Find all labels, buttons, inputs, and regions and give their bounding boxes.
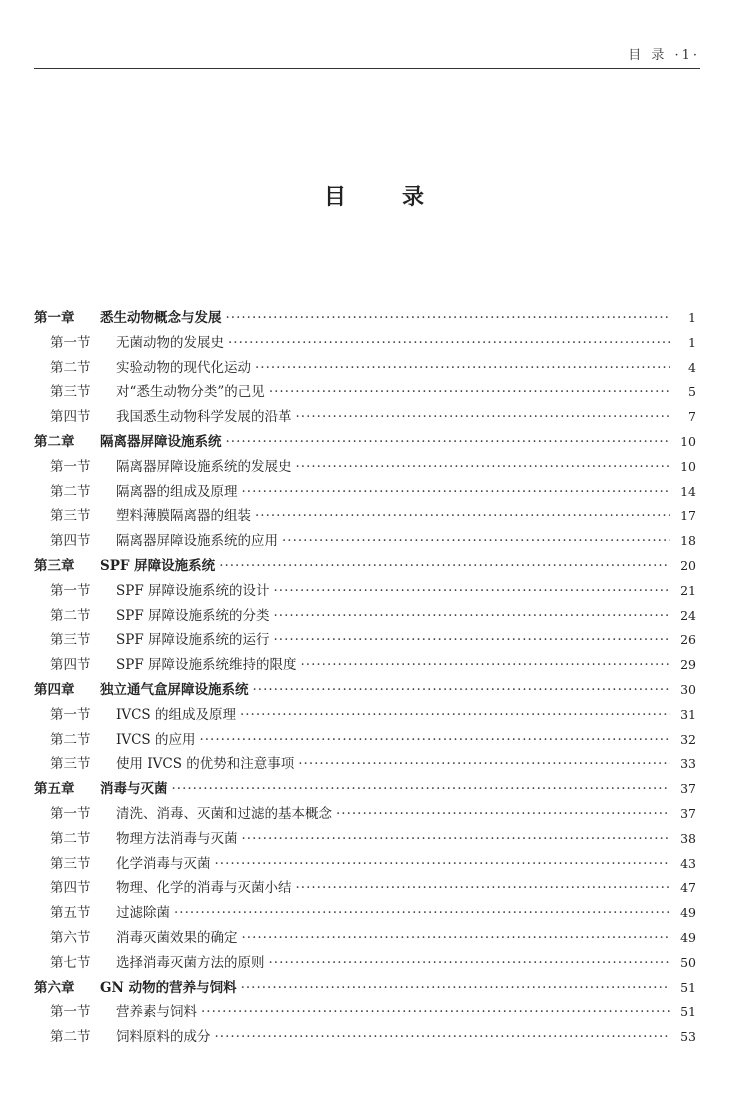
- toc-section-entry: [34, 1000, 696, 1025]
- toc-entry-page: 20: [680, 557, 696, 573]
- toc-entry-title: 隔离器屏障设施系统的应用: [116, 533, 278, 550]
- toc-entry-page: 10: [680, 433, 696, 449]
- toc-entry-label: 第二节: [50, 607, 91, 624]
- toc-entry-label: 第七节: [50, 954, 91, 971]
- toc-entry-title: 物理、化学的消毒与灭菌小结: [116, 880, 292, 897]
- header-text: 目 录 ·1·: [628, 48, 700, 63]
- toc-entry-label: 第四节: [50, 533, 91, 550]
- toc-section-entry: [34, 951, 696, 976]
- toc-leader-dots: [215, 1029, 671, 1045]
- toc-entry-label: 第一章: [34, 310, 75, 326]
- toc-entry-title: 塑料薄膜隔离器的组装: [116, 508, 251, 525]
- toc-entry-label: 第三节: [50, 756, 91, 773]
- toc-leader-dots: [226, 310, 671, 326]
- toc-chapter-entry: [34, 554, 696, 579]
- toc-entry-label: 第四节: [50, 880, 91, 897]
- table-of-contents: [34, 306, 696, 1050]
- toc-entry-label: 第二节: [50, 1029, 91, 1046]
- toc-leader-dots: [201, 1004, 670, 1020]
- page-title: 目录: [323, 184, 480, 210]
- toc-entry-title: 清洗、消毒、灭菌和过滤的基本概念: [116, 805, 332, 822]
- toc-entry-title: SPF 屏障设施系统的运行: [116, 632, 270, 649]
- toc-section-entry: [34, 802, 696, 827]
- toc-section-entry: [34, 480, 696, 505]
- toc-entry-title: 对“悉生动物分类”的己见: [116, 384, 265, 401]
- toc-section-entry: [34, 728, 696, 753]
- toc-entry-label: 第二节: [50, 359, 91, 376]
- toc-leader-dots: [298, 756, 670, 772]
- toc-entry-title: 消毒与灭菌: [100, 781, 168, 798]
- toc-entry-title: 实验动物的现代化运动: [116, 359, 251, 376]
- toc-entry-title: 使用 IVCS 的优势和注意事项: [116, 756, 295, 773]
- toc-leader-dots: [242, 930, 671, 946]
- toc-entry-label: 第四章: [34, 681, 75, 698]
- toc-entry-page: 5: [688, 384, 696, 400]
- toc-entry-page: 31: [680, 706, 696, 722]
- toc-entry-title: 隔离器的组成及原理: [116, 483, 238, 500]
- toc-entry-title: 悉生动物概念与发展: [100, 310, 222, 326]
- toc-entry-title: 选择消毒灭菌方法的原则: [116, 954, 265, 971]
- toc-chapter-entry: [34, 777, 696, 802]
- toc-section-entry: [34, 604, 696, 629]
- toc-section-entry: [34, 901, 696, 926]
- toc-entry-title: 隔离器屏障设施系统: [100, 433, 222, 450]
- toc-entry-label: 第三章: [34, 557, 75, 574]
- toc-entry-page: 7: [688, 409, 696, 425]
- toc-leader-dots: [172, 781, 671, 797]
- toc-section-entry: [34, 703, 696, 728]
- toc-entry-title: 隔离器屏障设施系统的发展史: [116, 458, 292, 475]
- toc-leader-dots: [274, 608, 671, 624]
- toc-entry-page: 1: [688, 310, 696, 325]
- toc-entry-title: 营养素与饲料: [116, 1004, 197, 1021]
- toc-entry-label: 第四节: [50, 657, 91, 674]
- toc-entry-page: 17: [680, 508, 696, 524]
- toc-leader-dots: [219, 558, 670, 574]
- toc-chapter-entry: [34, 976, 696, 1001]
- toc-section-entry: [34, 331, 696, 356]
- toc-entry-page: 33: [680, 756, 696, 772]
- toc-section-entry: [34, 752, 696, 777]
- toc-entry-page: 30: [680, 681, 696, 697]
- toc-entry-label: 第一节: [50, 1004, 91, 1021]
- toc-entry-page: 32: [680, 731, 696, 747]
- toc-entry-title: GN 动物的营养与饲料: [100, 979, 237, 996]
- toc-entry-page: 18: [680, 533, 696, 549]
- toc-entry-page: 38: [680, 830, 696, 846]
- toc-chapter-entry: [34, 430, 696, 455]
- toc-entry-page: 50: [680, 954, 696, 970]
- toc-entry-label: 第一节: [50, 458, 91, 475]
- toc-section-entry: [34, 529, 696, 554]
- toc-entry-title: SPF 屏障设施系统维持的限度: [116, 657, 297, 674]
- toc-entry-title: 无菌动物的发展史: [116, 334, 224, 351]
- running-header: [34, 38, 700, 69]
- toc-section-entry: [34, 653, 696, 678]
- toc-entry-label: 第三节: [50, 855, 91, 872]
- toc-leader-dots: [228, 335, 670, 351]
- toc-entry-label: 第三节: [50, 632, 91, 649]
- toc-chapter-entry: [34, 678, 696, 703]
- toc-leader-dots: [282, 533, 670, 549]
- toc-leader-dots: [269, 955, 671, 971]
- toc-section-entry: [34, 504, 696, 529]
- toc-leader-dots: [199, 732, 670, 748]
- toc-entry-title: 消毒灭菌效果的确定: [116, 929, 238, 946]
- toc-entry-page: 10: [680, 458, 696, 474]
- toc-entry-label: 第二章: [34, 433, 75, 450]
- toc-entry-title: IVCS 的应用: [116, 731, 196, 748]
- toc-entry-label: 第二节: [50, 483, 91, 500]
- toc-leader-dots: [215, 856, 671, 872]
- toc-entry-label: 第六章: [34, 979, 75, 996]
- toc-entry-page: 47: [680, 880, 696, 896]
- toc-entry-page: 37: [680, 805, 696, 821]
- toc-section-entry: [34, 827, 696, 852]
- toc-entry-title: 我国悉生动物科学发展的沿革: [116, 409, 292, 426]
- toc-section-entry: [34, 455, 696, 480]
- toc-section-entry: [34, 926, 696, 951]
- toc-entry-label: 第二节: [50, 830, 91, 847]
- toc-entry-title: IVCS 的组成及原理: [116, 706, 236, 723]
- toc-entry-title: 饲料原料的成分: [116, 1029, 211, 1046]
- toc-entry-page: 51: [680, 979, 696, 995]
- toc-leader-dots: [242, 484, 671, 500]
- toc-leader-dots: [240, 707, 670, 723]
- toc-leader-dots: [336, 806, 670, 822]
- toc-entry-label: 第二节: [50, 731, 91, 748]
- toc-entry-title: SPF 屏障设施系统的分类: [116, 607, 270, 624]
- toc-entry-label: 第三节: [50, 508, 91, 525]
- toc-entry-title: SPF 屏障设施系统的设计: [116, 582, 270, 599]
- toc-leader-dots: [296, 459, 671, 475]
- toc-section-entry: [34, 876, 696, 901]
- toc-entry-page: 43: [680, 855, 696, 871]
- toc-section-entry: [34, 380, 696, 405]
- toc-entry-page: 49: [680, 929, 696, 945]
- toc-entry-page: 24: [680, 607, 696, 623]
- toc-entry-page: 37: [680, 781, 696, 797]
- toc-entry-label: 第五节: [50, 905, 91, 922]
- toc-leader-dots: [255, 360, 670, 376]
- toc-leader-dots: [301, 657, 671, 673]
- toc-leader-dots: [274, 583, 671, 599]
- toc-leader-dots: [255, 508, 670, 524]
- toc-leader-dots: [296, 880, 671, 896]
- toc-leader-dots: [274, 632, 671, 648]
- toc-leader-dots: [296, 409, 671, 425]
- toc-leader-dots: [253, 682, 671, 698]
- toc-leader-dots: [242, 831, 671, 847]
- toc-entry-page: 51: [680, 1004, 696, 1020]
- toc-entry-page: 29: [680, 657, 696, 673]
- toc-entry-title: SPF 屏障设施系统: [100, 557, 216, 574]
- toc-entry-label: 第一节: [50, 706, 91, 723]
- toc-entry-label: 第一节: [50, 334, 91, 351]
- toc-entry-label: 第五章: [34, 781, 75, 798]
- toc-entry-page: 26: [680, 632, 696, 648]
- toc-section-entry: [34, 1025, 696, 1050]
- toc-entry-title: 化学消毒与灭菌: [116, 855, 211, 872]
- toc-entry-page: 1: [688, 334, 696, 350]
- toc-entry-label: 第六节: [50, 929, 91, 946]
- toc-entry-page: 14: [680, 483, 696, 499]
- toc-entry-label: 第三节: [50, 384, 91, 401]
- toc-leader-dots: [269, 384, 670, 400]
- toc-chapter-entry: [34, 306, 696, 331]
- toc-leader-dots: [241, 980, 670, 996]
- toc-entry-label: 第一节: [50, 805, 91, 822]
- toc-section-entry: [34, 356, 696, 381]
- toc-entry-page: 49: [680, 905, 696, 921]
- toc-section-entry: [34, 628, 696, 653]
- toc-entry-page: 21: [680, 582, 696, 598]
- toc-leader-dots: [226, 434, 671, 450]
- toc-section-entry: [34, 579, 696, 604]
- toc-entry-page: 53: [680, 1029, 696, 1045]
- toc-entry-title: 过滤除菌: [116, 905, 170, 922]
- toc-section-entry: [34, 405, 696, 430]
- toc-section-entry: [34, 852, 696, 877]
- toc-entry-title: 独立通气盒屏障设施系统: [100, 681, 249, 698]
- toc-entry-title: 物理方法消毒与灭菌: [116, 830, 238, 847]
- toc-entry-label: 第四节: [50, 409, 91, 426]
- toc-entry-label: 第一节: [50, 582, 91, 599]
- toc-leader-dots: [174, 905, 670, 921]
- toc-entry-page: 4: [688, 359, 696, 375]
